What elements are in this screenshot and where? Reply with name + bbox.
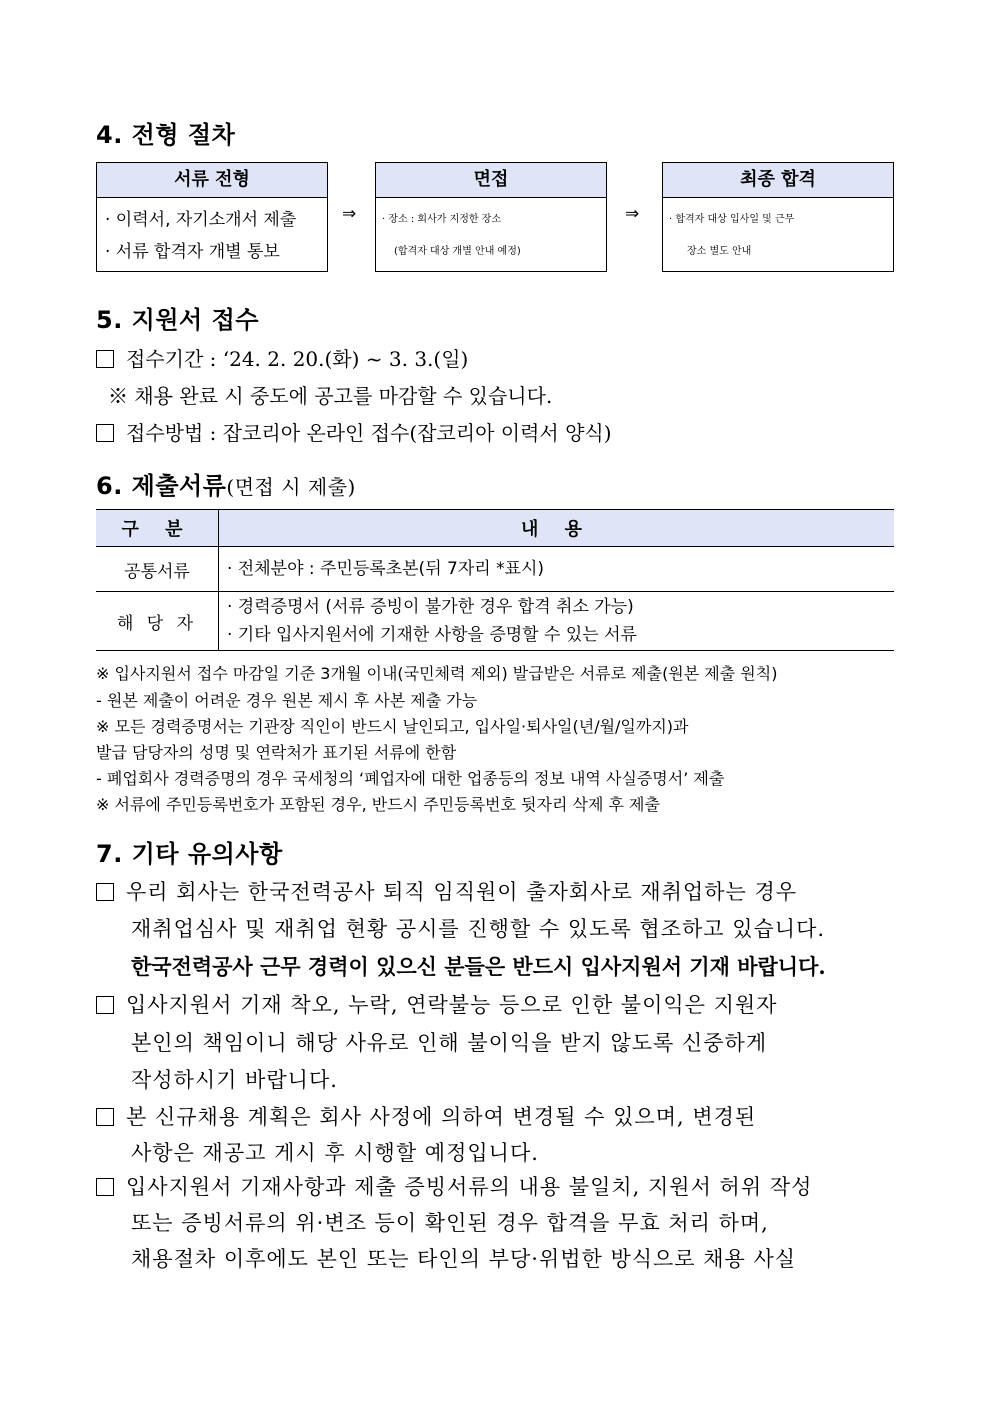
notice-line: 또는 증빙서류의 위·변조 등이 확인된 경우 합격을 무효 처리 하며,: [131, 1211, 769, 1235]
checkbox-icon: [96, 424, 114, 442]
arrow-icon: ⇒: [342, 204, 357, 224]
section-4-title: 4. 전형 절차: [96, 121, 236, 149]
application-note: ※ 채용 완료 시 중도에 공고를 마감할 수 있습니다.: [108, 384, 553, 408]
notice-item: [96, 1101, 756, 1131]
document-note: 발급 담당자의 성명 및 연락처가 표기된 서류에 한함: [96, 743, 457, 762]
arrow-icon: ⇒: [625, 204, 640, 224]
notice-line: 사항은 재공고 게시 후 시행할 예정입니다.: [131, 1141, 539, 1165]
application-period-text: 접수기간 : ‘24. 2. 20.(화) ~ 3. 3.(일): [126, 347, 469, 371]
process-box-header: 서류 전형: [97, 163, 327, 198]
table-cell-key: 해 당 자: [96, 592, 219, 651]
section-6-title-text: 6. 제출서류: [96, 472, 227, 500]
application-method-text: 접수방법 : 잡코리아 온라인 접수(잡코리아 이력서 양식): [126, 421, 612, 445]
table-cell-line: · 경력증명서 (서류 증빙이 불가한 경우 합격 취소 가능): [227, 597, 634, 617]
table-header-category: 구 분: [96, 510, 219, 547]
table-cell-value: [219, 592, 895, 651]
notice-line: 작성하시기 바랍니다.: [131, 1068, 338, 1092]
section-7-title: 7. 기타 유의사항: [96, 840, 283, 868]
section-6-title-sub: (면접 시 제출): [226, 475, 356, 499]
checkbox-icon: [96, 996, 114, 1014]
process-box-line: · 합격자 대상 입사일 및 근무: [669, 214, 795, 225]
document-note: ※ 서류에 주민등록번호가 포함된 경우, 반드시 주민등록번호 뒷자리 삭제 후 제출: [96, 795, 660, 814]
application-method: [96, 417, 612, 446]
checkbox-icon: [96, 883, 114, 901]
document-note: - 폐업회사 경력증명의 경우 국세청의 ‘폐업자에 대한 업종등의 정보 내역 사실증명서’ 제출: [96, 769, 725, 788]
process-box-line: 장소 별도 안내: [687, 246, 752, 257]
notice-line: 본인의 책임이니 해당 사유로 인해 불이익을 받지 않도록 신중하게: [131, 1031, 768, 1055]
process-box-interview: [375, 162, 607, 272]
checkbox-icon: [96, 1108, 114, 1126]
documents-table: [96, 509, 894, 651]
notice-line: 입사지원서 기재사항과 제출 증빙서류의 내용 불일치, 지원서 허위 작성: [126, 1175, 813, 1199]
notice-line: 재취업심사 및 재취업 현황 공시를 진행할 수 있도록 협조하고 있습니다.: [131, 917, 826, 941]
notice-emphasis-line: 한국전력공사 근무 경력이 있으신 분들은 반드시 입사지원서 기재 바랍니다.: [131, 954, 826, 979]
document-note: ※ 모든 경력증명서는 기관장 직인이 반드시 날인되고, 입사일·퇴사일(년/월/일까지)과: [96, 717, 689, 736]
document-note: ※ 입사지원서 접수 마감일 기준 3개월 이내(국민체력 제외) 발급받은 서류로 제출(원본 제출 원칙): [96, 664, 778, 683]
process-box-line: · 서류 합격자 개별 통보: [105, 242, 280, 262]
notice-line: 입사지원서 기재 착오, 누락, 연락불능 등으로 인한 불이익은 지원자: [126, 993, 778, 1017]
process-box-line: (합격자 대상 개별 안내 예정): [394, 246, 521, 257]
notice-line: 채용절차 이후에도 본인 또는 타인의 부당·위법한 방식으로 채용 사실: [131, 1247, 797, 1271]
table-cell-key: 공통서류: [96, 547, 219, 592]
checkbox-icon: [96, 1178, 114, 1196]
section-6-title: [96, 466, 356, 501]
notice-line: 본 신규채용 계획은 회사 사정에 의하여 변경될 수 있으며, 변경된: [126, 1105, 757, 1129]
notice-item: [96, 876, 797, 906]
process-box-line: · 장소 : 회사가 지정한 장소: [382, 214, 502, 225]
table-header-content: 내 용: [219, 510, 895, 547]
table-cell-value: · 전체분야 : 주민등록초본(뒤 7자리 *표시): [219, 547, 895, 592]
process-box-document-screening: [96, 162, 328, 272]
table-row: [96, 547, 894, 592]
notice-line: 우리 회사는 한국전력공사 퇴직 임직원이 출자회사로 재취업하는 경우: [126, 880, 798, 904]
notice-item: [96, 989, 777, 1019]
application-period: [96, 343, 468, 372]
document-note: - 원본 제출이 어려운 경우 원본 제시 후 사본 제출 가능: [96, 691, 478, 710]
process-box-header: 면접: [376, 163, 606, 198]
checkbox-icon: [96, 350, 114, 368]
table-cell-line: · 기타 입사지원서에 기재한 사항을 증명할 수 있는 서류: [227, 625, 637, 645]
table-row: [96, 592, 894, 651]
process-box-line: · 이력서, 자기소개서 제출: [105, 210, 297, 230]
process-box-header: 최종 합격: [663, 163, 893, 198]
process-box-final-pass: [662, 162, 894, 272]
notice-item: [96, 1171, 812, 1201]
section-5-title: 5. 지원서 접수: [96, 306, 259, 334]
